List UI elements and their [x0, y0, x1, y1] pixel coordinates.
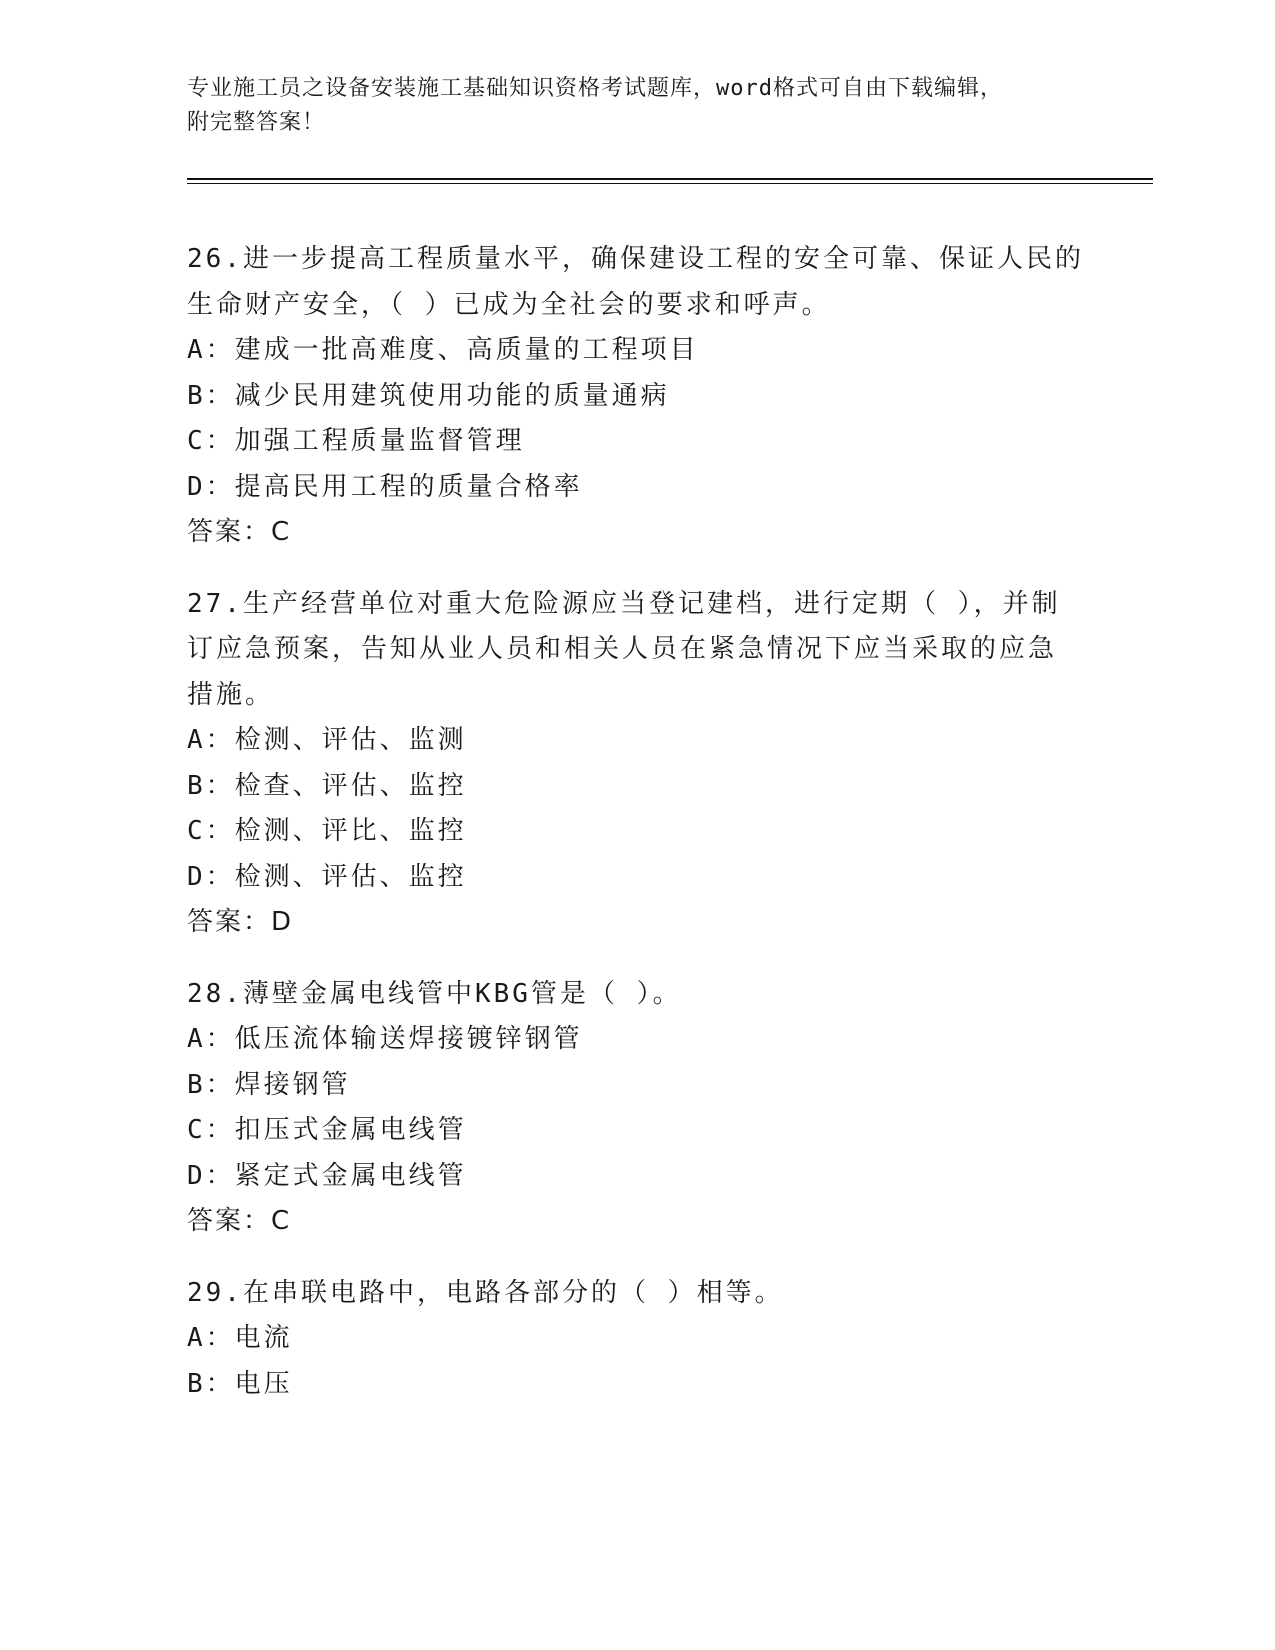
option-d: D：提高民用工程的质量合格率 — [187, 471, 583, 502]
option-d: D：紧定式金属电线管 — [187, 1160, 467, 1191]
question-list — [187, 237, 1087, 1433]
question-stem-line: 26.进一步提高工程质量水平，确保建设工程的安全可靠、保证人民的 — [187, 244, 1084, 274]
option-c: C：检测、评比、监控 — [187, 816, 467, 846]
question-26 — [187, 237, 1087, 556]
option-b: B：电压 — [187, 1368, 293, 1399]
answer-label: 答案：C — [187, 517, 292, 547]
option-c: C：扣压式金属电线管 — [187, 1115, 467, 1145]
question-stem-line: 27.生产经营单位对重大危险源应当登记建档，进行定期（ ），并制 — [187, 588, 1061, 619]
option-a: A：检测、评估、监测 — [187, 725, 467, 755]
question-27 — [187, 582, 1087, 946]
answer-label: 答案：D — [187, 907, 294, 937]
question-stem-line: 生命财产安全，（ ）已成为全社会的要求和呼声。 — [187, 289, 831, 320]
option-b: B：焊接钢管 — [187, 1069, 351, 1100]
option-b: B：减少民用建筑使用功能的质量通病 — [187, 380, 670, 411]
question-28 — [187, 972, 1087, 1245]
option-a: A：电流 — [187, 1323, 293, 1353]
answer-label: 答案：C — [187, 1206, 292, 1236]
header-line-1: 专业施工员之设备安装施工基础知识资格考试题库，word格式可自由下载编辑， — [187, 76, 1003, 101]
question-29 — [187, 1271, 1087, 1408]
question-stem-line: 29.在串联电路中，电路各部分的（ ）相等。 — [187, 1277, 784, 1308]
option-c: C：加强工程质量监督管理 — [187, 426, 525, 456]
option-b: B：检查、评估、监控 — [187, 770, 467, 801]
question-stem-line: 28.薄壁金属电线管中KBG管是（ ）。 — [187, 978, 682, 1009]
option-a: A：建成一批高难度、高质量的工程项目 — [187, 335, 699, 365]
document-header — [187, 72, 1087, 140]
question-stem-line: 订应急预案，告知从业人员和相关人员在紧急情况下应当采取的应急 — [187, 634, 1058, 664]
option-a: A：低压流体输送焊接镀锌钢管 — [187, 1024, 583, 1054]
header-divider-bottom — [187, 183, 1153, 184]
header-divider-top — [187, 178, 1153, 180]
option-d: D：检测、评估、监控 — [187, 861, 467, 892]
header-line-2: 附完整答案！ — [187, 110, 326, 135]
question-stem-line: 措施。 — [187, 679, 275, 710]
